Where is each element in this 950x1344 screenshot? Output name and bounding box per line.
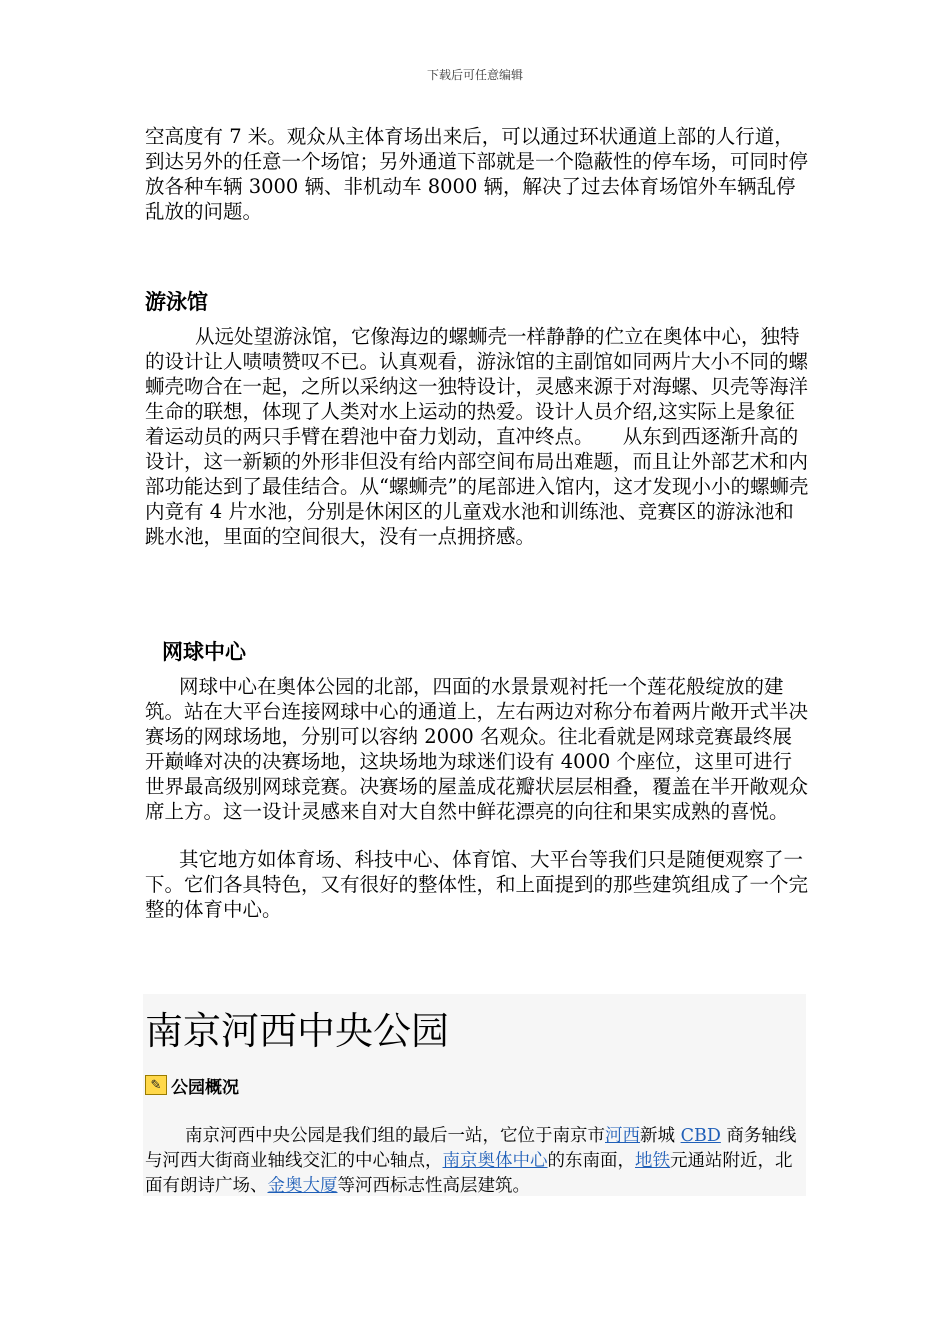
- tennis-paragraph-1: 网球中心在奥体公园的北部，四面的水景景观衬托一个莲花般绽放的建筑。站在大平台连接网球中心的通道上，左右两边对称分布着两片敞开式半决赛场的网球场地，分别可以容纳 2000 名观众。往北看就是网球竞赛最终展开巅峰对决的决赛场地，这块场地为球迷们设有 4000 个座位，这里可进行世界最高级别网球竞赛。决赛场的屋盖成花瓣状层层相叠，覆盖在半开敞观众席上方。这一设计灵感来自对大自然中鲜花漂亮的向往和果实成熟的喜悦。: [145, 675, 809, 823]
- park-paragraph: [145, 1124, 805, 1199]
- link-olympic-center[interactable]: 南京奥体中心: [442, 1151, 548, 1171]
- page-header: 下载后可任意编辑: [426, 68, 523, 82]
- link-hexi[interactable]: 河西: [605, 1126, 640, 1146]
- tennis-heading: 网球中心: [162, 640, 246, 664]
- swimming-paragraph: 从远处望游泳馆，它像海边的螺蛳壳一样静静的伫立在奥体中心，独特的设计让人啧啧赞叹不已。认真观看，游泳馆的主副馆如同两片大小不同的螺蛳壳吻合在一起，之所以采纳这一独特设计，灵感来源于对海螺、贝壳等海洋生命的联想，体现了人类对水上运动的热爱。设计人员介绍,这实际上是象征着运动员的两只手臂在碧池中奋力划动，直冲终点。 从东到西逐渐升高的设计，这一新颖的外形非但没有给内部空间布局出难题，而且让外部艺术和内部功能达到了最佳结合。从“螺蛳壳”的尾部进入馆内，这才发现小小的螺蛳壳内竟有 4 片水池，分别是休闲区的儿童戏水池和训练池、竞赛区的游泳池和跳水池，里面的空间很大，没有一点拥挤感。: [145, 325, 809, 548]
- intro-paragraph: 空高度有 7 米。观众从主体育场出来后，可以通过环状通道上部的人行道，到达另外的任意一个场馆；另外通道下部就是一个隐蔽性的停车场，可同时停放各种车辆 3000 辆、非机动车 8000 辆，解决了过去体育场馆外车辆乱停乱放的问题。: [145, 125, 809, 223]
- park-overview-heading: [145, 1074, 239, 1096]
- pencil-icon: ✎: [145, 1075, 167, 1095]
- park-title: 南京河西中央公园: [145, 1009, 450, 1053]
- park-text-6: 等河西标志性高层建筑。: [337, 1176, 530, 1196]
- park-text-2: 新城: [640, 1126, 681, 1146]
- park-text-5: 元通站附近，北面有朗诗广场、: [145, 1151, 793, 1196]
- overview-label: 公园概况: [171, 1077, 239, 1098]
- link-metro[interactable]: 地铁: [635, 1151, 670, 1171]
- swimming-heading: 游泳馆: [145, 290, 208, 314]
- tennis-paragraph-2: 其它地方如体育场、科技中心、体育馆、大平台等我们只是随便观察了一下。它们各具特色，又有很好的整体性，和上面提到的那些建筑组成了一个完整的体育中心。: [145, 848, 809, 921]
- park-text-1: 南京河西中央公园是我们组的最后一站，它位于南京市: [185, 1126, 605, 1146]
- link-jinao-building[interactable]: 金奥大厦: [267, 1176, 338, 1196]
- park-text-3: 商务轴线与河西大街商业轴线交汇的中心轴点，: [145, 1126, 797, 1171]
- link-cbd[interactable]: CBD: [680, 1126, 721, 1146]
- park-text-4: 的东南面，: [547, 1151, 635, 1171]
